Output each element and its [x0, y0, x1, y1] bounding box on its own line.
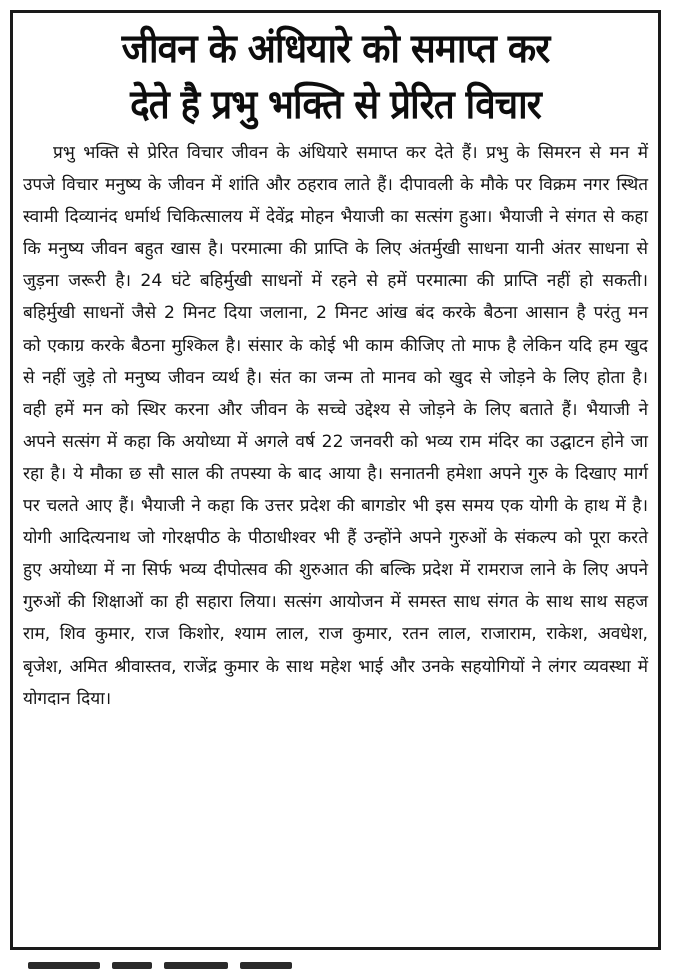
headline-line-1: जीवन के अंधियारे को समाप्त कर [121, 26, 550, 72]
cutoff-text-fragment [28, 962, 100, 969]
newspaper-clipping [10, 10, 661, 950]
article-headline [48, 21, 623, 133]
next-article-cutoff [28, 958, 308, 969]
cutoff-text-fragment [112, 962, 152, 969]
cutoff-text-fragment [240, 962, 292, 969]
headline-line-2: देते है प्रभु भक्ति से प्रेरित विचार [130, 82, 541, 128]
cutoff-text-fragment [164, 962, 228, 969]
article-body: प्रभु भक्ति से प्रेरित विचार जीवन के अंधियारे समाप्त कर देते हैं। प्रभु के सिमरन से मन में उपजे विचार मनुष्य के जीवन में शांति और ठहराव लाते हैं। दीपावली के मौके पर विक्रम नगर स्थित स्वामी दिव्यानंद धर्मार्थ चिकित्सालय में देवेंद्र मोहन भैयाजी का सत्संग हुआ। भैयाजी ने संगत से कहा कि मनुष्य जीवन बहुत खास है। परमात्मा की प्राप्ति के लिए अंतर्मुखी साधना यानी अंतर साधना से जुड़ना जरूरी है। 24 घंटे बहिर्मुखी साधनों में रहने से हमें परमात्मा की प्राप्ति नहीं हो सकती। बहिर्मुखी साधनों जैसे 2 मिनट दिया जलाना, 2 मिनट आंख बंद करके बैठना आसान है परंतु मन को एकाग्र करके बैठना मुश्किल है। संसार के कोई भी काम कीजिए तो माफ है लेकिन यदि हम खुद से नहीं जुड़े तो मनुष्य जीवन व्यर्थ है। संत का जन्म तो मानव को खुद से जोड़ने के लिए होता है। वही हमें मन को स्थिर करना और जीवन के सच्चे उद्देश्य से जोड़ने के लिए बताते हैं। भैयाजी ने अपने सत्संग में कहा कि अयोध्या में अगले वर्ष 22 जनवरी को भव्य राम मंदिर का उद्घाटन होने जा रहा है। ये मौका छ सौ साल की तपस्या के बाद आया है। सनातनी हमेशा अपने गुरु के दिखाए मार्ग पर चलते आए हैं। भैयाजी ने कहा कि उत्तर प्रदेश की बागडोर भी इस समय एक योगी के हाथ में है। योगी आदित्यनाथ जो गोरक्षपीठ के पीठाधीश्वर भी हैं उन्होंने अपने गुरुओं के संकल्प को पूरा करते हुए अयोध्या में ना सिर्फ भव्य दीपोत्सव की शुरुआत की बल्कि प्रदेश में रामराज लाने के लिए अपने गुरुओं की शिक्षाओं का ही सहारा लिया। सत्संग आयोजन में समस्त साध संगत के साथ साथ सहज राम, शिव कुमार, राज किशोर, श्याम लाल, राज कुमार, रतन लाल, राजाराम, राकेश, अवधेश, बृजेश, अमित श्रीवास्तव, राजेंद्र कुमार के साथ महेश भाई और उनके सहयोगियों ने लंगर व्यवस्था में योगदान दिया। [23, 143, 648, 709]
